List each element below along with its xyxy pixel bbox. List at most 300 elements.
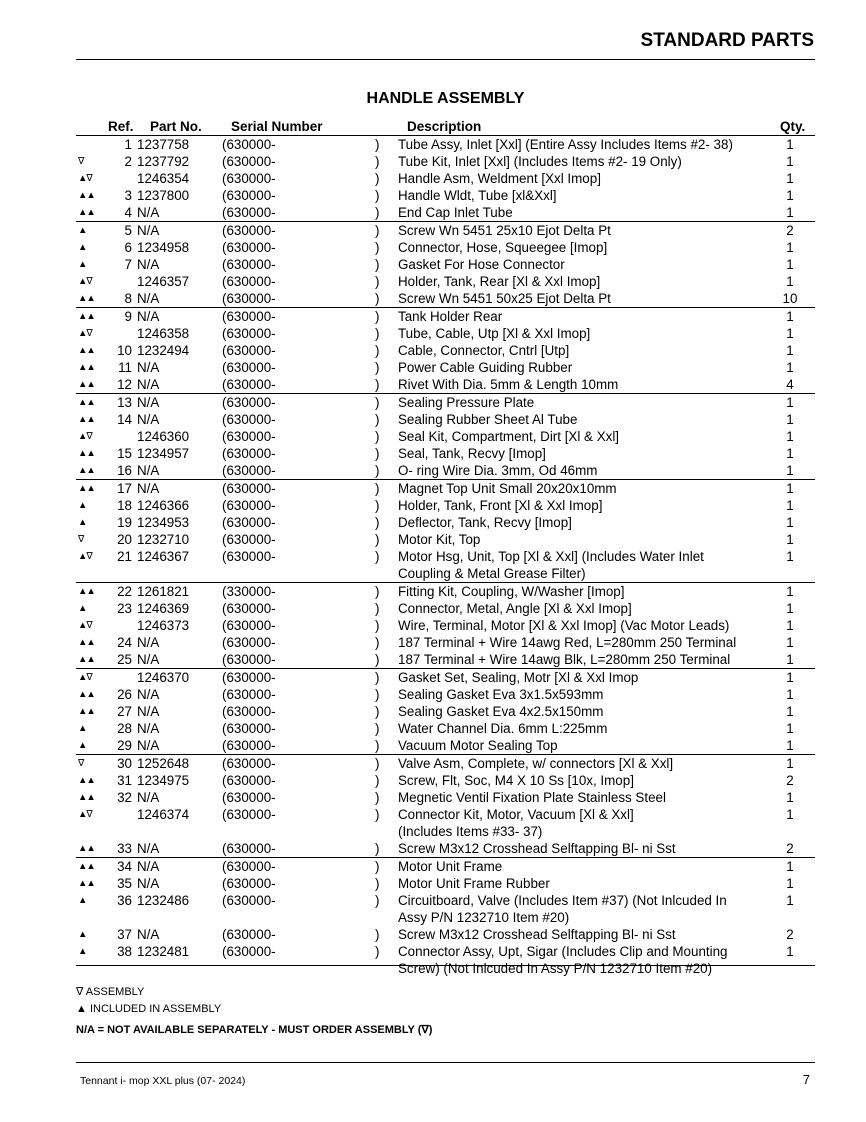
row-marker: ▲▲ [76,480,108,498]
table-row [76,806,815,840]
row-ref: 12 [117,377,132,392]
row-part-number: N/A [137,463,160,478]
row-description: Connector Kit, Motor, Vacuum [Xl & Xxl] (Includes Items #33- 37) [398,807,634,839]
row-part-number: 1246367 [137,549,190,564]
row-marker: ▲▲ [78,706,95,717]
row-qty: 1 [786,876,794,891]
row-qty: 1 [786,240,794,255]
table-row [76,858,815,876]
row-ref: 15 [117,446,132,461]
table-row [76,428,815,445]
row-qty: 1 [786,326,794,341]
row-serial-close: ) [375,773,380,788]
row-marker: ∇ [78,534,84,545]
col-header-serial: Serial Number [231,119,323,134]
row-ref [108,170,137,187]
row-serial: (630000- [222,498,276,513]
row-serial: (630000- [222,876,276,891]
row-serial: (630000- [222,669,375,687]
row-description: Connector, Metal, Angle [Xl & Xxl Imop] [398,601,632,616]
row-ref: 23 [117,601,132,616]
row-serial: (630000- [222,429,276,444]
row-marker: ▲▲ [76,858,108,876]
row-serial-close: ) [375,807,380,822]
row-ref: 2 [124,154,132,169]
row-serial-close: ) [375,893,380,908]
row-ref: 8 [124,291,132,306]
table-row [76,359,815,376]
table-row [76,617,815,634]
table-row [76,840,815,858]
row-serial-close: ) [375,721,380,736]
row-ref: 25 [117,652,132,667]
row-qty: 1 [765,480,815,498]
row-part-number: N/A [137,876,160,891]
table-row [76,737,815,755]
row-serial-close: ) [375,480,398,498]
row-qty: 1 [786,738,794,753]
table-row [76,926,815,943]
row-ref: 5 [108,222,137,240]
table-row [76,273,815,290]
row-serial-close: ) [375,858,398,876]
row-serial: (630000- [222,755,375,773]
row-qty: 1 [765,669,815,687]
table-row [76,755,815,773]
row-marker: ∇ [78,156,84,167]
row-serial-close: ) [375,687,380,702]
table-row [76,222,815,240]
row-qty: 1 [765,136,815,154]
row-ref: 16 [117,463,132,478]
row-ref [108,273,137,290]
table-row [76,462,815,480]
table-row [76,376,815,394]
row-description: Wire, Terminal, Motor [Xl & Xxl Imop] (Vac Motor Leads) [398,618,730,633]
table-row [76,394,815,412]
row-part-number: 1246373 [137,618,190,633]
row-part-number: 1246360 [137,429,190,444]
row-part-number: 1232486 [137,893,190,908]
row-serial-close: ) [375,944,380,959]
row-part-number: N/A [137,687,160,702]
row-serial: (630000- [222,704,276,719]
row-qty: 1 [786,618,794,633]
row-description: Motor Unit Frame Rubber [398,876,550,891]
table-row [76,548,815,583]
row-serial: (630000- [222,721,276,736]
row-ref [108,428,137,445]
row-part-number: N/A [137,790,160,805]
legend-na: N/A = NOT AVAILABLE SEPARATELY - MUST ORDER ASSEMBLY (∇) [76,1024,433,1036]
row-part-number: N/A [137,377,160,392]
row-description: Sealing Pressure Plate [398,394,765,412]
row-description: Connector, Hose, Squeegee [Imop] [398,240,608,255]
row-serial-close: ) [375,635,380,650]
row-description: Seal Kit, Compartment, Dirt [Xl & Xxl] [398,429,620,444]
row-part-number: 1234957 [137,446,190,461]
page-header-title: STANDARD PARTS [640,30,814,51]
row-ref: 10 [117,343,132,358]
row-part-number: 1232710 [137,532,190,547]
row-serial: (630000- [222,188,276,203]
row-marker: ∇ [76,755,108,773]
row-ref: 34 [108,858,137,876]
row-serial-close: ) [375,394,398,412]
row-part-number: N/A [137,308,222,326]
row-qty: 1 [786,515,794,530]
row-serial: (630000- [222,944,276,959]
row-marker: ▲▲ [78,775,95,786]
row-qty: 1 [765,755,815,773]
row-marker: ▲▲ [78,207,95,218]
table-row [76,772,815,789]
row-serial: (630000- [222,773,276,788]
row-serial-close: ) [375,601,380,616]
row-serial: (630000- [222,687,276,702]
row-part-number: N/A [137,721,160,736]
row-marker: ▲▲ [78,689,95,700]
row-serial: (630000- [222,412,276,427]
row-serial: (630000- [222,480,375,498]
row-serial-close: ) [375,498,380,513]
row-serial: (630000- [222,618,276,633]
row-serial: (630000- [222,515,276,530]
row-description: Tank Holder Rear [398,308,765,326]
row-serial-close: ) [375,463,380,478]
row-qty: 1 [786,721,794,736]
row-marker: ▲▲ [78,843,95,854]
legend-included: ▲ INCLUDED IN ASSEMBLY [76,1003,222,1015]
row-marker: ▲▲ [78,792,95,803]
row-qty: 1 [786,635,794,650]
row-serial: (630000- [222,807,276,822]
row-marker: ▲ [78,242,87,253]
row-ref: 9 [108,308,137,326]
row-description: Water Channel Dia. 6mm L:225mm [398,721,608,736]
row-serial-close: ) [375,222,398,240]
row-serial: (630000- [222,205,276,220]
row-serial-close: ) [375,446,380,461]
row-qty: 1 [786,446,794,461]
row-ref [108,617,137,634]
row-ref: 28 [117,721,132,736]
row-description: Motor Unit Frame [398,858,765,876]
row-part-number: 1246357 [137,274,190,289]
row-serial: (630000- [222,893,276,908]
row-marker: ▲▲ [76,583,108,601]
row-part-number: 1252648 [137,755,222,773]
row-description: Power Cable Guiding Rubber [398,360,573,375]
section-title: HANDLE ASSEMBLY [366,90,525,107]
row-description: Valve Asm, Complete, w/ connectors [Xl & Xxl] [398,755,765,773]
row-serial: (630000- [222,652,276,667]
table-row [76,943,815,977]
row-marker: ▲▲ [78,345,95,356]
table-row [76,583,815,601]
row-serial-close: ) [375,738,380,753]
row-marker: ▲▲ [76,308,108,326]
row-description: Screw, Flt, Soc, M4 X 10 Ss [10x, Imop] [398,773,634,788]
row-qty: 1 [786,687,794,702]
row-qty: 2 [786,841,794,856]
col-header-description: Description [407,119,482,134]
table-bottom-rule [76,965,815,966]
table-row [76,669,815,687]
row-serial-close: ) [375,618,380,633]
row-part-number: N/A [137,635,160,650]
row-serial-close: ) [375,171,380,186]
row-serial-close: ) [375,257,380,272]
row-qty: 1 [786,807,794,822]
row-qty: 1 [786,429,794,444]
col-header-qty: Qty. [780,119,806,134]
row-serial: (630000- [222,326,276,341]
table-row [76,703,815,720]
row-ref: 3 [124,188,132,203]
row-marker: ▲∇ [78,431,92,442]
row-ref [108,669,137,687]
table-row [76,308,815,326]
row-marker: ▲∇ [78,809,92,820]
row-description: Connector Assy, Upt, Sigar (Includes Clip and Mounting Screw) (Not Inlcuded In Assy P/N 1232710 Item #20) [398,944,728,976]
table-row [76,136,815,154]
row-description: Motor Kit, Top [398,532,481,547]
row-qty: 2 [786,773,794,788]
col-header-part: Part No. [150,119,202,134]
row-qty: 1 [786,274,794,289]
row-serial: (630000- [222,291,276,306]
table-row [76,411,815,428]
row-serial: (630000- [222,394,375,412]
row-serial-close: ) [375,790,380,805]
row-serial: (630000- [222,308,375,326]
row-ref: 19 [117,515,132,530]
row-description: 187 Terminal + Wire 14awg Blk, L=280mm 250 Terminal [398,652,731,667]
row-ref: 36 [117,893,132,908]
row-qty: 1 [786,188,794,203]
row-ref: 17 [108,480,137,498]
row-qty: 1 [786,257,794,272]
row-description: Screw Wn 5451 25x10 Ejot Delta Pt [398,222,765,240]
row-serial-close: ) [375,136,398,154]
table-row [76,170,815,187]
row-part-number: N/A [137,480,222,498]
table-row [76,651,815,669]
row-serial-close: ) [375,532,380,547]
row-ref: 22 [108,583,137,601]
row-description: Holder, Tank, Front [Xl & Xxl Imop] [398,498,603,513]
row-marker: ▲▲ [78,414,95,425]
row-marker: ▲∇ [76,669,108,687]
row-part-number: 1246354 [137,171,190,186]
row-serial-close: ) [375,188,380,203]
row-serial: (630000- [222,927,276,942]
row-description: Fitting Kit, Coupling, W/Washer [Imop] [398,583,765,601]
row-part-number: N/A [137,360,160,375]
row-qty: 1 [765,583,815,601]
row-serial: (630000- [222,222,375,240]
row-part-number: 1246358 [137,326,190,341]
row-serial: (330000- [222,583,375,601]
table-row [76,686,815,703]
row-serial: (630000- [222,601,276,616]
row-ref: 6 [124,240,132,255]
row-part-number: N/A [137,738,160,753]
row-serial: (630000- [222,532,276,547]
row-ref: 13 [108,394,137,412]
row-description: Magnet Top Unit Small 20x20x10mm [398,480,765,498]
row-serial-close: ) [375,583,398,601]
row-ref: 14 [117,412,132,427]
row-part-number: 1261821 [137,583,222,601]
row-serial: (630000- [222,343,276,358]
row-qty: 1 [765,394,815,412]
table-row [76,720,815,737]
row-marker: ▲∇ [78,173,92,184]
row-description: Sealing Gasket Eva 3x1.5x593mm [398,687,604,702]
row-marker: ▲▲ [76,394,108,412]
row-part-number: 1246366 [137,498,190,513]
row-ref: 21 [117,549,132,564]
row-description: Sealing Rubber Sheet Al Tube [398,412,578,427]
table-row [76,875,815,892]
row-serial-close: ) [375,343,380,358]
row-qty: 4 [786,377,794,392]
row-qty: 1 [765,858,815,876]
row-part-number: 1234958 [137,240,190,255]
row-serial-close: ) [375,154,380,169]
row-description: Tube Assy, Inlet [Xxl] (Entire Assy Includes Items #2- 38) [398,136,765,154]
row-ref: 30 [108,755,137,773]
row-description: Rivet With Dia. 5mm & Length 10mm [398,377,619,392]
row-ref: 1 [108,136,137,154]
row-serial: (630000- [222,790,276,805]
row-marker: ▲▲ [78,362,95,373]
row-part-number: N/A [137,394,222,412]
row-qty: 10 [782,291,798,306]
row-marker: ▲ [78,500,87,511]
legend-assembly: ∇ ASSEMBLY [76,986,145,998]
table-row [76,153,815,170]
row-marker: ▲▲ [78,379,95,390]
table-row [76,634,815,651]
row-description: Cable, Connector, Cntrl [Utp] [398,343,570,358]
row-marker: ▲∇ [78,620,92,631]
row-serial: (630000- [222,240,276,255]
row-serial: (630000- [222,171,276,186]
row-qty: 1 [786,412,794,427]
table-row [76,325,815,342]
row-marker: ▲▲ [78,465,95,476]
row-qty: 1 [786,360,794,375]
row-serial-close: ) [375,549,380,564]
row-ref: 11 [118,360,132,375]
row-serial-close: ) [375,274,380,289]
row-part-number: 1246374 [137,807,190,822]
row-marker: ▲▲ [78,637,95,648]
row-marker: ▲∇ [78,551,92,562]
row-description: Deflector, Tank, Recvy [Imop] [398,515,572,530]
row-serial-close: ) [375,377,380,392]
table-row [76,531,815,548]
row-marker: ▲▲ [78,190,95,201]
row-serial-close: ) [375,412,380,427]
row-serial-close: ) [375,704,380,719]
row-serial: (630000- [222,274,276,289]
row-serial: (630000- [222,463,276,478]
row-marker: ▲ [76,222,108,240]
row-description: 187 Terminal + Wire 14awg Red, L=280mm 250 Terminal [398,635,737,650]
row-qty: 2 [786,927,794,942]
row-description: Screw Wn 5451 50x25 Ejot Delta Pt [398,291,611,306]
row-serial: (630000- [222,154,276,169]
row-marker: ▲∇ [78,276,92,287]
row-part-number: N/A [137,291,160,306]
row-part-number: N/A [137,222,222,240]
row-part-number: N/A [137,205,160,220]
row-serial: (630000- [222,635,276,650]
row-serial-close: ) [375,360,380,375]
row-description: Megnetic Ventil Fixation Plate Stainless Steel [398,790,666,805]
row-marker: ▲▲ [78,293,95,304]
row-marker: ▲▲ [78,448,95,459]
row-part-number: 1232494 [137,343,190,358]
row-part-number: 1246369 [137,601,190,616]
row-ref [108,325,137,342]
row-qty: 1 [786,463,794,478]
row-ref: 31 [117,773,132,788]
row-serial-close: ) [375,429,380,444]
row-description: Handle Wldt, Tube [xl&Xxl] [398,188,557,203]
col-header-ref: Ref. [108,119,134,134]
row-description: End Cap Inlet Tube [398,205,513,220]
row-serial: (630000- [222,446,276,461]
row-qty: 1 [786,154,794,169]
table-row [76,290,815,308]
row-serial-close: ) [375,240,380,255]
row-marker [76,136,108,154]
row-serial-close: ) [375,755,398,773]
row-marker: ▲ [78,259,87,270]
row-qty: 1 [786,343,794,358]
table-row [76,239,815,256]
row-qty: 1 [786,205,794,220]
table-row [76,514,815,531]
row-serial: (630000- [222,841,276,856]
row-part-number: 1232481 [137,944,190,959]
row-qty: 1 [786,532,794,547]
row-serial-close: ) [375,515,380,530]
row-description: Circuitboard, Valve (Includes Item #37) (Not Inlcuded In Assy P/N 1232710 Item #20) [398,893,727,925]
row-description: Vacuum Motor Sealing Top [398,738,558,753]
row-ref: 33 [117,841,132,856]
row-serial: (630000- [222,738,276,753]
row-description: O- ring Wire Dia. 3mm, Od 46mm [398,463,598,478]
row-ref [108,806,137,840]
row-qty: 1 [786,601,794,616]
row-part-number: N/A [137,927,160,942]
row-serial-close: ) [375,876,380,891]
row-serial-close: ) [375,308,398,326]
row-marker: ▲ [78,723,87,734]
row-qty: 1 [786,652,794,667]
row-serial-close: ) [375,205,380,220]
table-row [76,342,815,359]
footer-rule [76,1062,815,1063]
row-ref: 38 [117,944,132,959]
row-serial-close: ) [375,841,380,856]
